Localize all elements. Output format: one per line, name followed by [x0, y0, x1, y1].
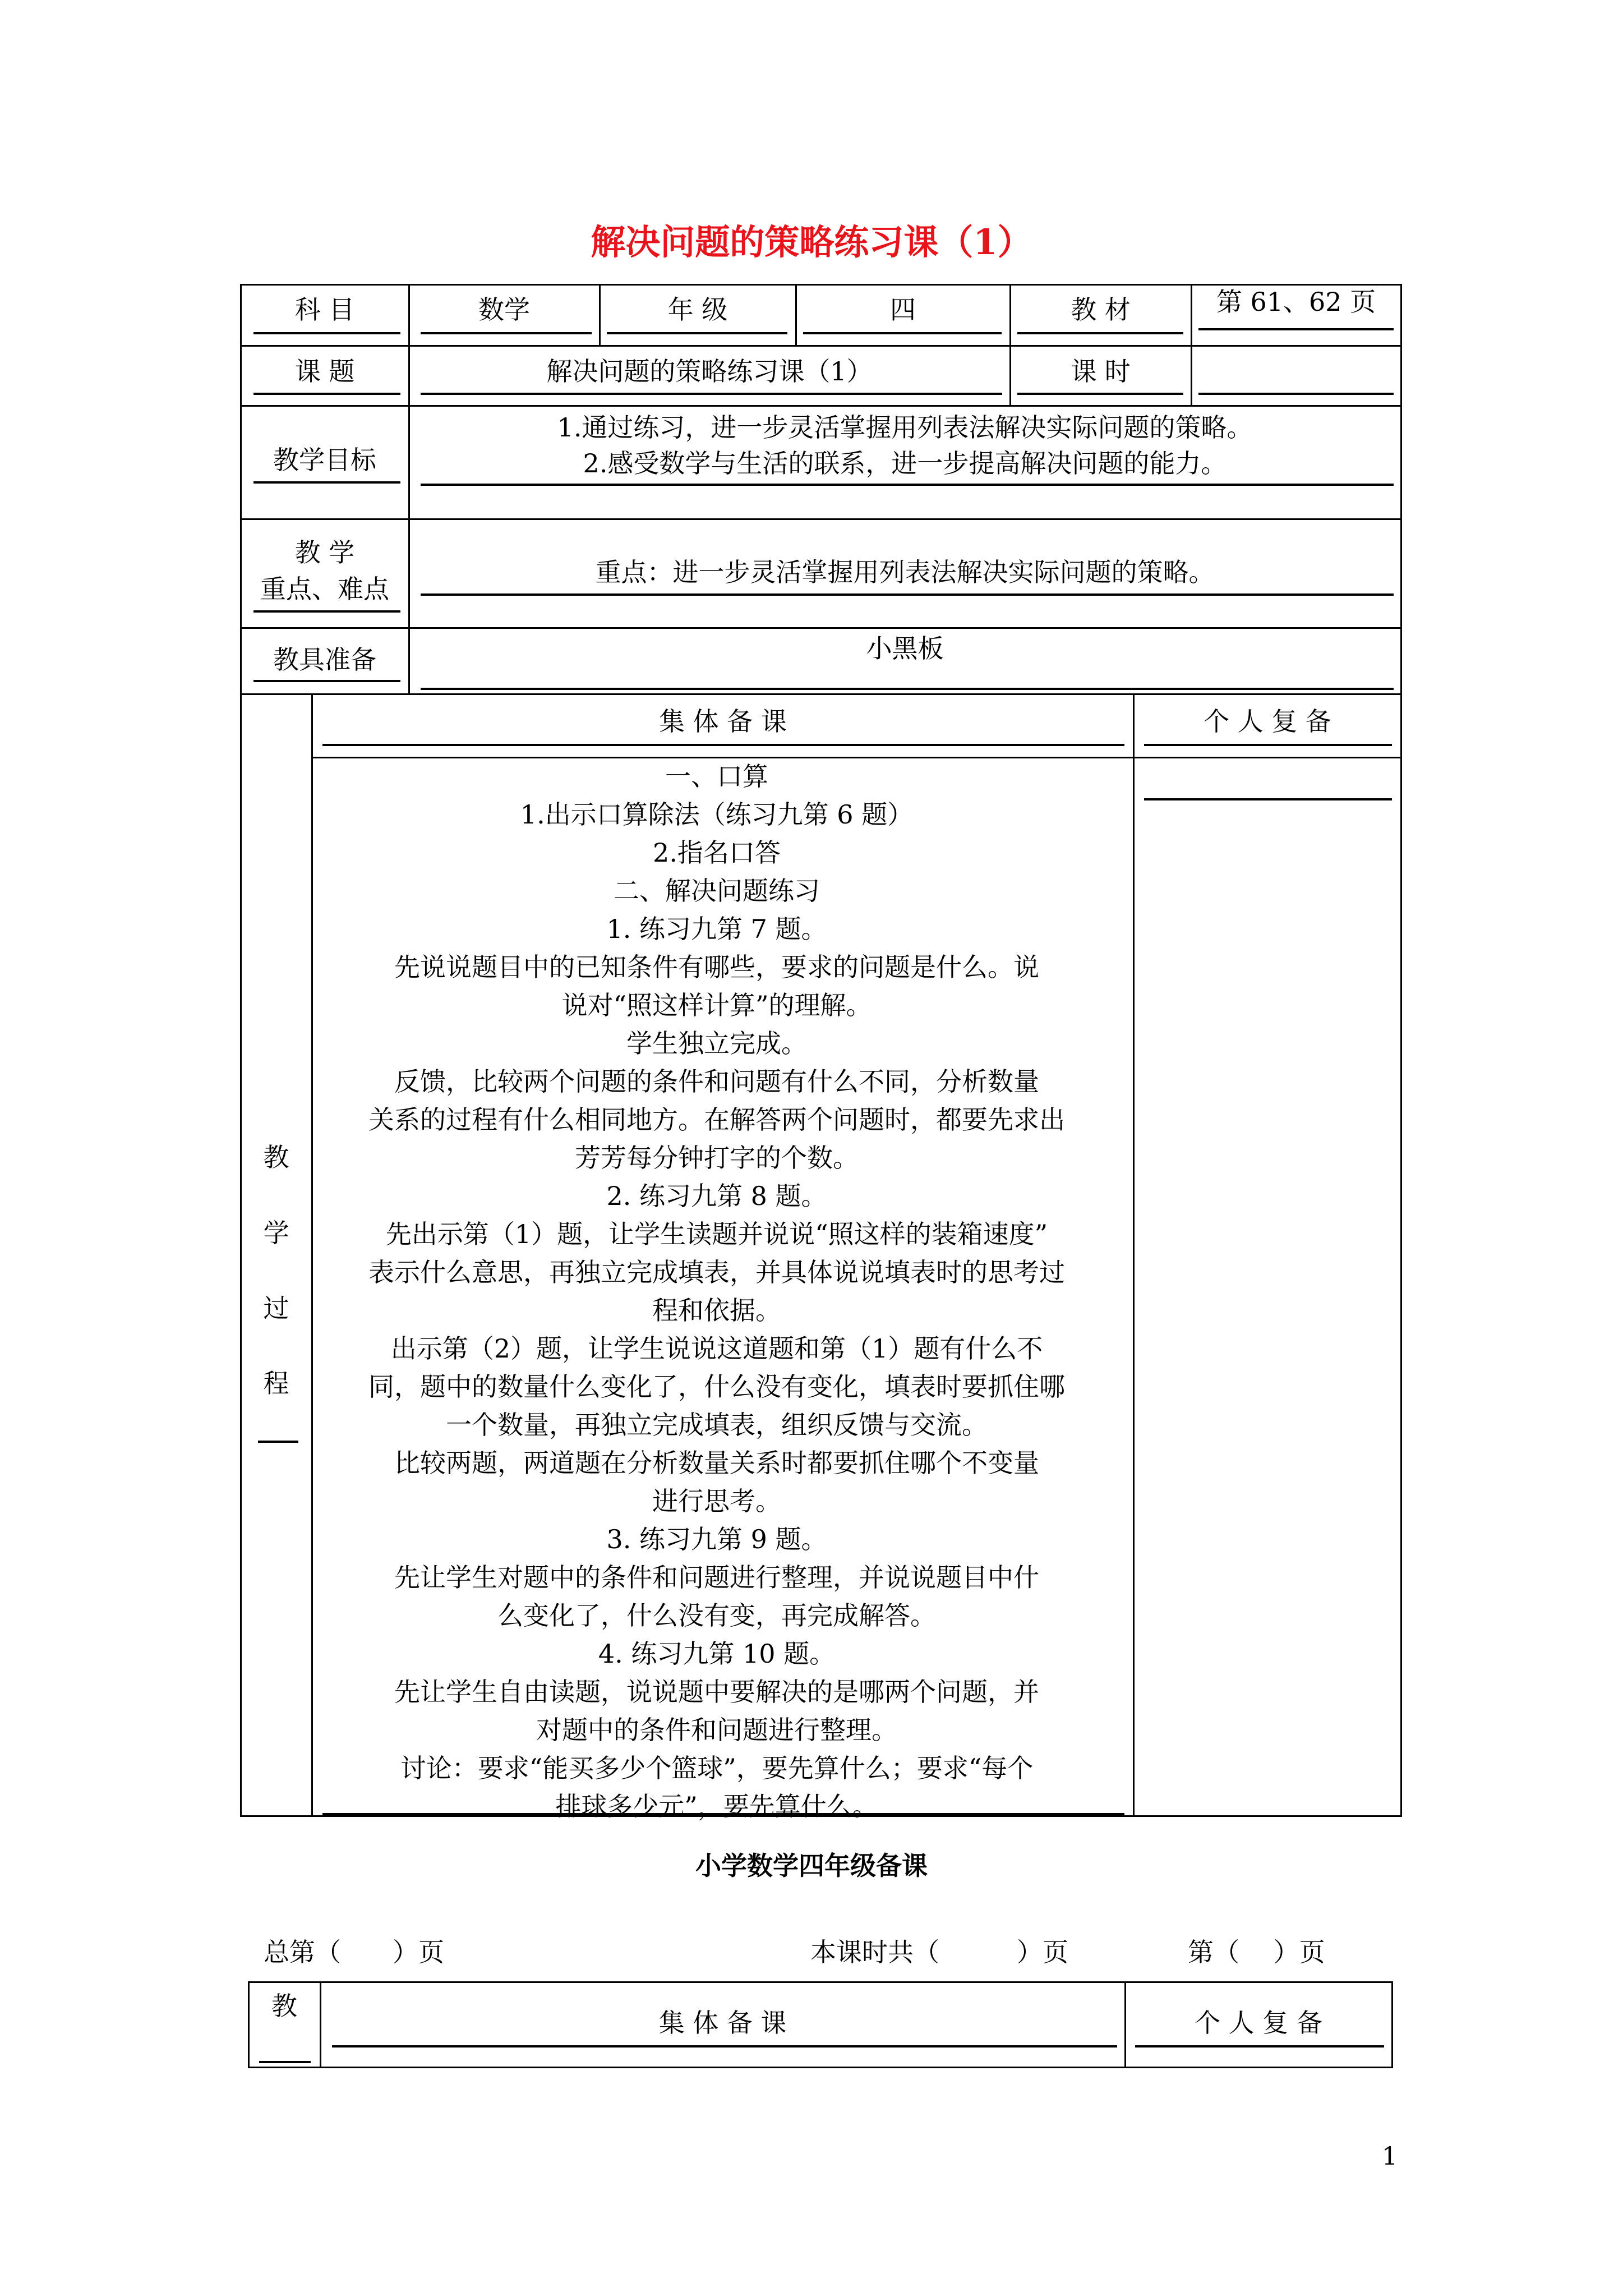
process-line: 程和依据。: [652, 1295, 781, 1326]
textbook-value: 第 61、62 页: [1216, 287, 1376, 317]
process-line: 先让学生自由读题，说说题中要解决的是哪两个问题，并: [394, 1677, 1039, 1707]
process-line: 1.出示口算除法（练习九第 6 题）: [520, 799, 914, 830]
subject-value: 数学: [478, 295, 530, 325]
process-line: 对题中的条件和问题进行整理。: [536, 1715, 897, 1745]
process-line: 1. 练习九第 7 题。: [606, 914, 827, 944]
topic-value: 解决问题的策略练习课（1）: [546, 356, 873, 386]
process-line: 关系的过程有什么相同地方。在解答两个问题时，都要先求出: [368, 1105, 1065, 1135]
total-page-label: 总第（ ）页: [264, 1937, 444, 1967]
second-personal-header: 个 人 复 备: [1195, 2008, 1322, 2038]
personal-header: 个 人 复 备: [1204, 706, 1331, 737]
textbook-label: 教 材: [1071, 295, 1131, 325]
key-points-label: 重点、难点: [260, 574, 389, 604]
topic-label: 课 题: [294, 356, 355, 386]
process-line: 出示第（2）题，让学生说说这道题和第（1）题有什么不: [390, 1333, 1043, 1364]
subject-label: 科 目: [294, 295, 355, 325]
period-label: 课 时: [1071, 356, 1131, 386]
process-side-label: 程: [263, 1368, 289, 1398]
process-side-label: 学: [263, 1218, 289, 1248]
lesson-page-label: 本课时共（ ）页: [810, 1937, 1068, 1967]
goal-item: 1.通过练习，进一步灵活掌握用列表法解决实际问题的策略。: [557, 412, 1253, 443]
page-title: 解决问题的策略练习课（1）: [591, 222, 1032, 263]
tools-value: 小黑板: [866, 633, 944, 664]
process-side-label: 过: [263, 1293, 289, 1323]
process-line: 反馈，比较两个问题的条件和问题有什么不同，分析数量: [394, 1066, 1039, 1097]
process-line: 表示什么意思，再独立完成填表，并具体说说填表时的思考过: [368, 1257, 1065, 1287]
goal-item: 2.感受数学与生活的联系，进一步提高解决问题的能力。: [583, 448, 1227, 478]
process-line: 讨论：要求“能买多少个篮球”，要先算什么；要求“每个: [400, 1753, 1034, 1783]
process-side-label: 教: [263, 1142, 289, 1172]
current-page-label: 第（ ）页: [1188, 1937, 1325, 1967]
collective-header: 集 体 备 课: [659, 706, 787, 737]
process-line: 2.指名口答: [653, 838, 781, 868]
process-line: 先说说题目中的已知条件有哪些，要求的问题是什么。说: [394, 952, 1039, 982]
process-line: 比较两题，两道题在分析数量关系时都要抓住哪个不变量: [394, 1448, 1039, 1478]
process-line: 二、解决问题练习: [614, 876, 820, 906]
process-line: 同，题中的数量什么变化了，什么没有变化，填表时要抓住哪: [368, 1372, 1065, 1402]
process-line: 一、口算: [665, 761, 768, 792]
footer-heading: 小学数学四年级备课: [695, 1851, 928, 1881]
second-side-label: 教: [271, 1991, 297, 2021]
key-points-value: 重点：进一步灵活掌握用列表法解决实际问题的策略。: [595, 557, 1215, 587]
second-collective-header: 集 体 备 课: [658, 2008, 787, 2038]
key-points-label: 教 学: [294, 537, 355, 568]
process-line: 说对“照这样计算”的理解。: [561, 990, 872, 1020]
process-line: 排球多少元”，要先算什么。: [555, 1791, 878, 1821]
page-number: 1: [1382, 2142, 1398, 2171]
grade-value: 四: [890, 295, 916, 325]
process-line: 进行思考。: [652, 1486, 781, 1516]
goals-label: 教学目标: [273, 445, 376, 475]
process-line: 2. 练习九第 8 题。: [606, 1181, 827, 1211]
process-line: 先让学生对题中的条件和问题进行整理，并说说题目中什: [394, 1562, 1039, 1593]
process-line: 先出示第（1）题，让学生读题并说说“照这样的装箱速度”: [385, 1219, 1048, 1249]
process-line: 芳芳每分钟打字的个数。: [575, 1143, 859, 1173]
process-line: 4. 练习九第 10 题。: [598, 1639, 836, 1669]
process-line: 一个数量，再独立完成填表，组织反馈与交流。: [446, 1410, 988, 1440]
process-line: 3. 练习九第 9 题。: [606, 1524, 827, 1554]
grade-label: 年 级: [667, 295, 728, 325]
tools-label: 教具准备: [273, 645, 376, 675]
process-line: 么变化了，什么没有变，再完成解答。: [497, 1600, 936, 1631]
process-line: 学生独立完成。: [626, 1028, 807, 1059]
